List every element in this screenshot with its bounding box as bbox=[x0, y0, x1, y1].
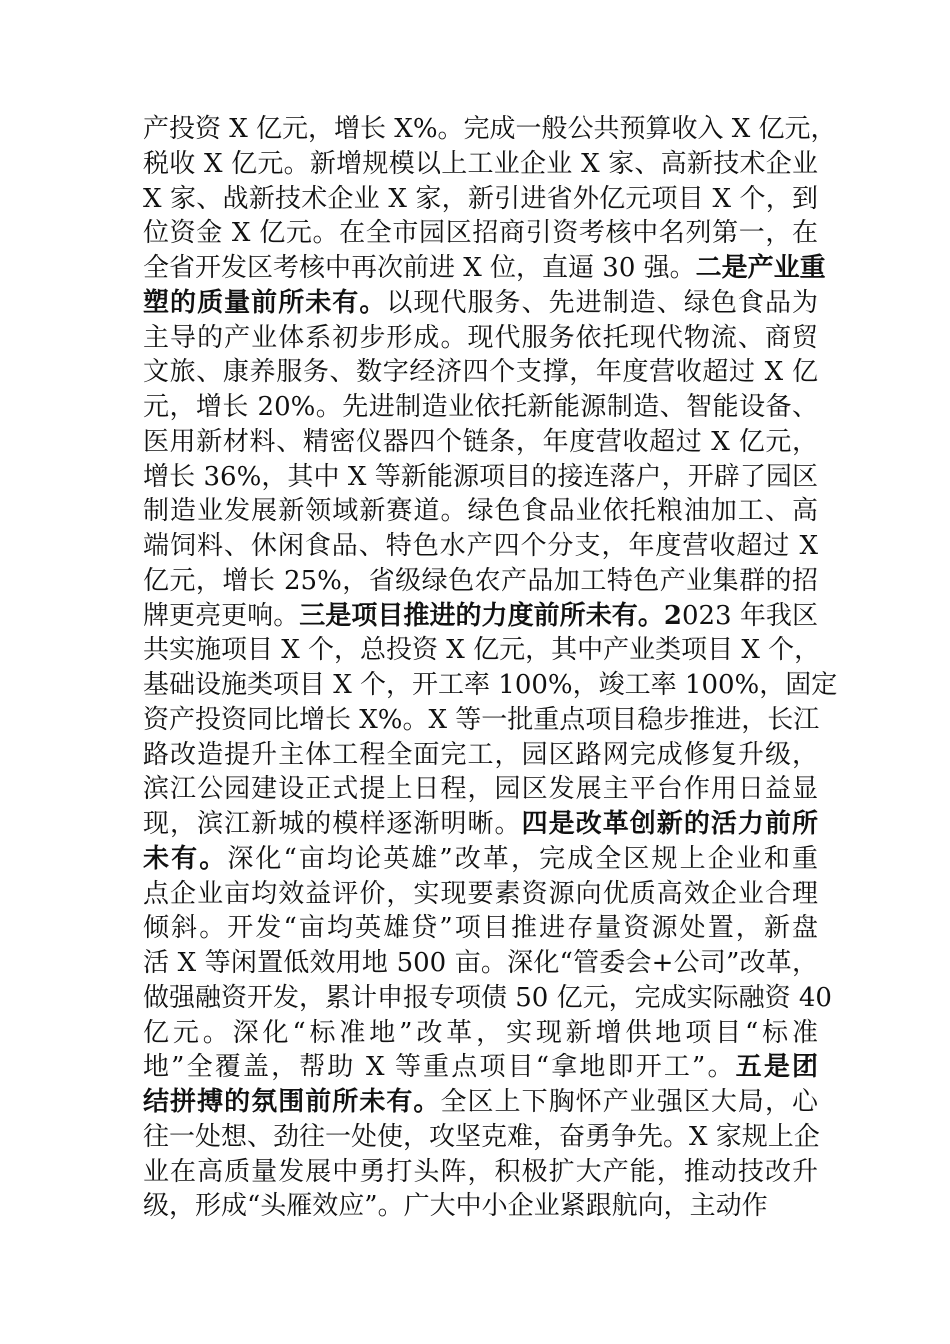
body-text: 亿元，增长 25%，省级绿色农产品加工特色产业集群的招 bbox=[143, 565, 818, 596]
bold-heading-text: 二是产业重 bbox=[695, 253, 826, 283]
text-line bbox=[143, 738, 818, 773]
text-line bbox=[143, 355, 818, 390]
text-line bbox=[143, 842, 818, 877]
bold-heading-text: 未有。 bbox=[143, 843, 228, 874]
body-text: 医用新材料、精密仪器四个链条，年度营收超过 X 亿元， bbox=[143, 426, 818, 457]
text-line bbox=[143, 633, 821, 668]
text-line bbox=[143, 668, 838, 703]
body-text: 滨江公园建设正式提上日程，园区发展主平台作用日益显 bbox=[143, 774, 818, 805]
text-line bbox=[143, 703, 818, 738]
body-text: 增长 36%，其中 X 等新能源项目的接连落户，开辟了园区 bbox=[143, 461, 818, 492]
body-text: 以现代服务、先进制造、绿色食品为 bbox=[386, 287, 818, 318]
body-text: 牌更亮更响。 bbox=[143, 600, 300, 631]
text-line bbox=[143, 981, 832, 1016]
text-line bbox=[143, 216, 818, 251]
body-text: 现，滨江新城的模样逐渐明晰。 bbox=[143, 809, 522, 839]
bold-heading-text: 四是改革创新的活力前所 bbox=[521, 809, 818, 839]
body-text: 产投资 X 亿元，增长 X%。完成一般公共预算收入 X 亿元， bbox=[143, 114, 837, 144]
body-text: 位资金 X 亿元。在全市园区招商引资考核中名列第一，在 bbox=[143, 218, 818, 249]
bold-heading-text: 2 bbox=[663, 600, 682, 631]
text-line bbox=[143, 772, 818, 807]
body-text: 级，形成“头雁效应”。广大中小企业紧跟航向，主动作 bbox=[143, 1191, 768, 1222]
body-text: 亿元。深化“标准地”改革，实现新增供地项目“标准 bbox=[143, 1017, 818, 1048]
body-text: 全区上下胸怀产业强区大局，心 bbox=[440, 1087, 818, 1117]
text-line bbox=[143, 390, 818, 425]
bold-heading-text: 塑的质量前所未有。 bbox=[143, 287, 387, 318]
text-line bbox=[143, 112, 837, 147]
text-line bbox=[143, 877, 818, 912]
bold-heading-text: 三是项目推进的力度前所未有。 bbox=[299, 600, 664, 631]
body-text: X 家、战新技术企业 X 家，新引进省外亿元项目 X 个，到 bbox=[143, 183, 818, 214]
body-text: 023 年我区 bbox=[681, 600, 818, 631]
body-text: 深化“亩均论英雄”改革，完成全区规上企业和重 bbox=[227, 843, 818, 874]
body-text: 往一处想、劲往一处使，攻坚克难，奋勇争先。X 家规上企 bbox=[143, 1121, 820, 1152]
body-text: 活 X 等闲置低效用地 500 亩。深化“管委会+公司”改革， bbox=[143, 948, 818, 978]
body-text: 文旅、康养服务、数字经济四个支撑，年度营收超过 X 亿 bbox=[143, 357, 818, 388]
text-line bbox=[143, 1155, 818, 1190]
body-text: 业在高质量发展中勇打头阵，积极扩大产能，推动技改升 bbox=[143, 1156, 818, 1187]
text-line bbox=[143, 460, 818, 495]
text-line bbox=[143, 1016, 818, 1051]
body-text: 元，增长 20%。先进制造业依托新能源制造、智能设备、 bbox=[143, 392, 818, 422]
text-line bbox=[143, 529, 818, 564]
body-text: 全省开发区考核中再次前进 X 位，直逼 30 强。 bbox=[143, 253, 696, 283]
body-text: 地”全覆盖，帮助 X 等重点项目“拿地即开工”。 bbox=[143, 1052, 736, 1083]
text-line bbox=[143, 599, 818, 634]
body-paragraph bbox=[143, 112, 838, 1224]
text-line bbox=[143, 494, 818, 529]
body-text: 做强融资开发，累计申报专项债 50 亿元，完成实际融资 40 bbox=[143, 982, 832, 1013]
body-text: 制造业发展新领域新赛道。绿色食品业依托粮油加工、高 bbox=[143, 496, 818, 527]
text-line bbox=[143, 946, 818, 981]
text-line bbox=[143, 1189, 818, 1224]
body-text: 主导的产业体系初步形成。现代服务依托现代物流、商贸 bbox=[143, 322, 818, 353]
body-text: 共实施项目 X 个，总投资 X 亿元，其中产业类项目 X 个， bbox=[143, 635, 821, 666]
body-text: 点企业亩均效益评价，实现要素资源向优质高效企业合理 bbox=[143, 878, 818, 909]
body-text: 倾斜。开发“亩均英雄贷”项目推进存量资源处置，新盘 bbox=[143, 913, 818, 944]
text-line bbox=[143, 147, 818, 182]
body-text: 端饲料、休闲食品、特色水产四个分支，年度营收超过 X bbox=[143, 531, 818, 561]
text-line bbox=[143, 564, 818, 599]
text-line bbox=[143, 182, 818, 217]
text-line bbox=[143, 1050, 818, 1085]
body-text: 资产投资同比增长 X%。X 等一批重点项目稳步推进，长江 bbox=[143, 704, 820, 735]
body-text: 路改造提升主体工程全面完工，园区路网完成修复升级， bbox=[143, 739, 818, 770]
text-line bbox=[143, 286, 818, 321]
text-line bbox=[143, 911, 818, 946]
text-line bbox=[143, 807, 818, 842]
text-line bbox=[143, 1085, 818, 1120]
bold-heading-text: 五是团 bbox=[735, 1052, 818, 1083]
body-text: 基础设施类项目 X 个，开工率 100%，竣工率 100%，固定 bbox=[143, 670, 838, 700]
text-line bbox=[143, 425, 818, 460]
body-text: 税收 X 亿元。新增规模以上工业企业 X 家、高新技术企业 bbox=[143, 148, 818, 179]
text-line bbox=[143, 321, 818, 356]
text-line bbox=[143, 251, 826, 286]
text-line bbox=[143, 1120, 818, 1155]
bold-heading-text: 结拼搏的氛围前所未有。 bbox=[143, 1087, 441, 1117]
